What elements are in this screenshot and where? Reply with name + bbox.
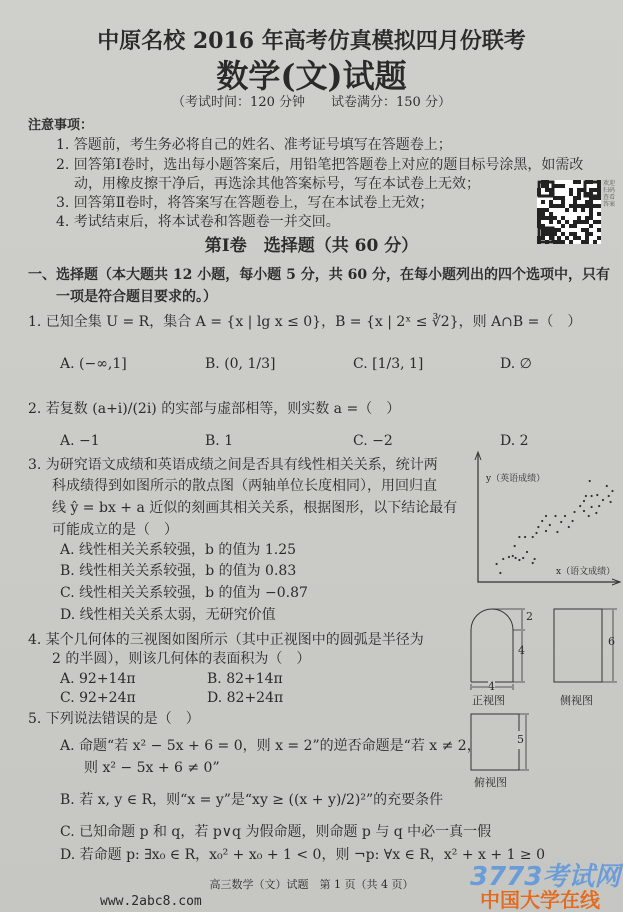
scatter-point bbox=[583, 510, 585, 512]
q3-option-c: C. 线性相关关系较强，b 的值为 −0.87 bbox=[60, 585, 308, 601]
scatter-point bbox=[598, 505, 600, 507]
top-view-label: 俯视图 bbox=[474, 776, 507, 789]
scatter-point bbox=[608, 495, 610, 497]
scatter-point bbox=[514, 545, 516, 547]
scatter-point bbox=[585, 495, 587, 497]
scatter-point bbox=[512, 555, 514, 557]
scatter-point bbox=[564, 515, 566, 517]
watermark-sub: 中国大学在线 bbox=[480, 888, 600, 912]
scatter-point bbox=[515, 557, 517, 559]
question-2: 2. 若复数 (a+i)/(2i) 的实部与虚部相等，则实数 a =（ ） bbox=[28, 401, 401, 417]
scatter-point bbox=[556, 531, 558, 533]
scatter-point bbox=[602, 499, 604, 501]
scatter-point bbox=[518, 559, 520, 561]
scatter-point bbox=[541, 520, 543, 522]
q5-option-d: D. 若命题 p: ∃x₀ ∈ R，x₀² + x₀ + 1 < 0，则 ¬p: ∀x ∈ R，x² + x + 1 ≥ 0 bbox=[60, 847, 546, 863]
notice-item: 3. 回答第Ⅱ卷时，将答案写在答题卷上，写在本试卷上无效； bbox=[56, 195, 434, 211]
scatter-point bbox=[596, 494, 598, 496]
q5-option-b: B. 若 x, y ∈ R，则“x = y”是“xy ≥ ((x + y)/2)²”的充要条件 bbox=[60, 792, 444, 808]
scatter-point bbox=[572, 520, 574, 522]
q2-option-c: C. −2 bbox=[353, 433, 393, 449]
scatter-point bbox=[606, 485, 608, 487]
section-heading: 一、选择题（本大题共 12 小题，每小题 5 分，共 60 分，在每小题列出的四个选项中，只有 bbox=[28, 267, 610, 283]
scatter-point bbox=[595, 512, 597, 514]
q4-option-c: C. 92+24π bbox=[60, 690, 136, 706]
dim-arc: 2 bbox=[526, 610, 533, 623]
q1-option-d: D. ∅ bbox=[500, 356, 532, 372]
scatter-point bbox=[508, 556, 510, 558]
scatter-point bbox=[537, 526, 539, 528]
scatter-point bbox=[502, 558, 504, 560]
q3-option-b: B. 线性相关关系较强，b 的值为 0.83 bbox=[60, 563, 297, 579]
scatter-point bbox=[545, 530, 547, 532]
q5-option-c: C. 已知命题 p 和 q，若 p∨q 为假命题，则命题 p 与 q 中必一真一假 bbox=[60, 824, 492, 840]
exam-info: （考试时间：120 分钟 试卷满分：150 分） bbox=[172, 95, 451, 110]
scatter-point bbox=[499, 572, 501, 574]
three-view-front-side bbox=[465, 600, 623, 690]
scatter-point bbox=[535, 532, 537, 534]
scatter-point bbox=[589, 480, 591, 482]
footer-url: www.2abc8.com bbox=[100, 894, 202, 909]
q1-option-b: B. (0, 1/3] bbox=[205, 356, 276, 372]
scatter-point bbox=[611, 490, 613, 492]
front-view-label: 正视图 bbox=[472, 694, 505, 707]
watermark-brand: 3773考试网 bbox=[470, 862, 621, 892]
exam-title: 中原名校 2016 年高考仿真模拟四月份联考 bbox=[97, 28, 526, 54]
scatter-point bbox=[591, 506, 593, 508]
page-footer: 高三数学（文）试题 第 1 页（共 4 页） bbox=[209, 878, 414, 891]
scatter-point bbox=[534, 558, 536, 560]
q5-option-a: A. 命题“若 x² − 5x + 6 = 0，则 x = 2”的逆否命题是“若 x ≠ 2， bbox=[60, 738, 481, 754]
q1-option-a: A. (−∞,1] bbox=[60, 356, 127, 372]
scatter-point bbox=[579, 505, 581, 507]
scatter-point bbox=[560, 521, 562, 523]
notice-item: 2. 回答第Ⅰ卷时，选出每小题答案后，用铅笔把答题卷上对应的题目标号涂黑，如需改 bbox=[56, 157, 584, 173]
question-3: 可能成立的是（ ） bbox=[52, 522, 178, 538]
qr-caption: 欢迎扫码 查看答案 bbox=[603, 180, 616, 208]
x-axis-label: x（语文成绩） bbox=[556, 567, 616, 577]
notice-item: 1. 答题前，考生务必将自己的姓名、准考证号填写在答题卷上； bbox=[56, 137, 452, 153]
question-4: 2 的半圆），则该几何体的表面积为（ ） bbox=[52, 651, 311, 667]
subject-title: 数学(文)试题 bbox=[216, 57, 407, 95]
side-view-label: 侧视图 bbox=[560, 694, 593, 707]
scatter-point bbox=[583, 500, 585, 502]
notice-heading: 注意事项： bbox=[28, 118, 94, 133]
scatter-point bbox=[588, 515, 590, 517]
scatter-point bbox=[532, 562, 534, 564]
y-axis-label: y（英语成绩） bbox=[486, 474, 546, 484]
part1-title: 第Ⅰ卷 选择题（共 60 分） bbox=[204, 236, 419, 256]
scatter-point bbox=[554, 515, 556, 517]
scatter-point bbox=[545, 515, 547, 517]
q2-option-a: A. −1 bbox=[60, 433, 100, 449]
scatter-point bbox=[524, 536, 526, 538]
q1-option-c: C. [1/3, 1] bbox=[353, 356, 424, 372]
dim-side: 6 bbox=[608, 635, 615, 648]
scatter-point bbox=[568, 526, 570, 528]
scatter-point bbox=[526, 551, 528, 553]
q5-option-a-cont: 则 x² − 5x + 6 ≠ 0” bbox=[84, 760, 220, 776]
scatter-point bbox=[532, 536, 534, 538]
dim-rect: 4 bbox=[518, 644, 525, 657]
dim-top: 5 bbox=[517, 731, 524, 749]
q2-option-b: B. 1 bbox=[205, 433, 234, 449]
scatter-point bbox=[573, 511, 575, 513]
q4-option-d: D. 82+24π bbox=[207, 690, 284, 706]
question-3: 3. 为研究语文成绩和英语成绩之间是否具有线性相关关系，统计两 bbox=[28, 457, 438, 473]
q3-option-a: A. 线性相关关系较强，b 的值为 1.25 bbox=[60, 542, 297, 558]
question-5: 5. 下列说法错误的是（ ） bbox=[28, 711, 200, 727]
scatter-point bbox=[518, 536, 520, 538]
notice-item: 4. 考试结束后，将本试卷和答题卷一并交回。 bbox=[56, 214, 340, 230]
scatter-point bbox=[591, 495, 593, 497]
scatter-point bbox=[610, 501, 612, 503]
q3-option-d: D. 线性相关关系太弱，无研究价值 bbox=[60, 607, 276, 623]
question-3: 线 ŷ = bx + a 近似的刻画其相关关系，根据图形，以下结论最有 bbox=[52, 500, 458, 516]
question-3: 科成绩得到如图所示的散点图（两轴单位长度相同），用回归直 bbox=[52, 478, 437, 494]
scatter-point bbox=[496, 563, 498, 565]
question-4: 4. 某个几何体的三视图如图所示（其中正视图中的圆弧是半径为 bbox=[28, 632, 424, 648]
dim-width: 4 bbox=[488, 680, 495, 693]
question-1: 1. 已知全集 U = R，集合 A = {x | lg x ≤ 0}，B = {x | 2ˣ ≤ ∛2}，则 A∩B =（ ） bbox=[28, 314, 582, 330]
notice-item: 动，用橡皮擦干净后，再选涂其他答案标号，写在本试卷上无效； bbox=[74, 176, 480, 192]
q4-option-a: A. 92+14π bbox=[60, 671, 136, 687]
scatter-point bbox=[522, 557, 524, 559]
q2-option-d: D. 2 bbox=[500, 433, 529, 449]
q4-option-b: B. 82+14π bbox=[207, 671, 283, 687]
section-heading: 一项是符合题目要求的。） bbox=[56, 289, 217, 305]
scatter-point bbox=[549, 524, 551, 526]
